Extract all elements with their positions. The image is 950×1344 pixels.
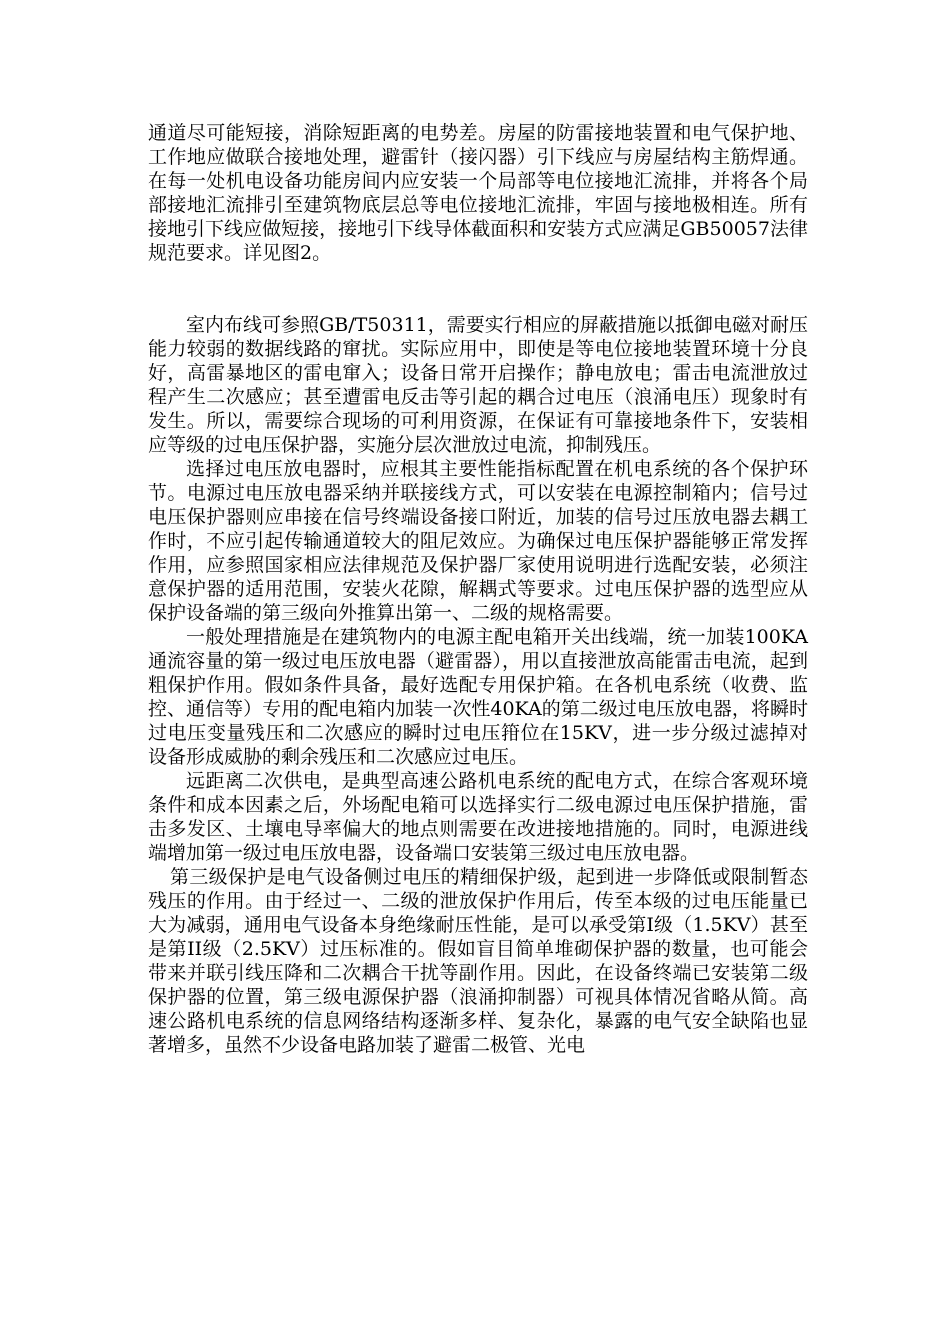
- paragraph-grounding: 通道尽可能短接，消除短距离的电势差。房屋的防雷接地装置和电气保护地、工作地应做联合接地处理，避雷针（接闪器）引下线应与房屋结构主筋焊通。在每一处机电设备功能房间内应安装一个局部等电位接地汇流排，并将各个局部接地汇流排引至建筑物底层总等电位接地汇流排，牢固与接地极相连。所有接地引下线应做短接，接地引下线导体截面积和安装方式应满足GB50057法律规范要求。详见图2。: [148, 122, 808, 264]
- paragraph-gap: [148, 265, 808, 313]
- paragraph-selecting-protector: 选择过电压放电器时，应根其主要性能指标配置在机电系统的各个保护环节。电源过电压放电器采纳并联接线方式，可以安装在电源控制箱内；信号过电压保护器则应串接在信号终端设备接口附近，加装的信号过压放电器去耦工作时，不应引起传输通道较大的阻尼效应。为确保过电压保护器能够正常发挥作用，应参照国家相应法律规范及保护器厂家使用说明进行选配安装，必须注意保护器的适用范围，安装火花隙，解耦式等要求。过电压保护器的选型应从保护设备端的第三级向外推算出第一、二级的规格需要。: [148, 458, 808, 624]
- paragraph-general-measures: 一般处理措施是在建筑物内的电源主配电箱开关出线端，统一加装100KA通流容量的第一级过电压放电器（避雷器），用以直接泄放高能雷击电流，起到粗保护作用。假如条件具备，最好选配专用保护箱。在各机电系统（收费、监控、通信等）专用的配电箱内加装一次性40KA的第二级过电压放电器，将瞬时过电压变量残压和二次感应的瞬时过电压箝位在15KV，进一步分级过滤掉对设备形成威胁的剩余残压和二次感应过电压。: [148, 626, 808, 768]
- paragraph-third-level: 第三级保护是电气设备侧过电压的精细保护级，起到进一步降低或限制暂态残压的作用。由于经过一、二级的泄放保护作用后，传至本级的过电压能量已大为减弱，通用电气设备本身绝缘耐压性能，是可以承受第Ⅰ级（1.5KV）甚至是第II级（2.5KV）过压标准的。假如盲目简单堆砌保护器的数量，也可能会带来并联引线压降和二次耦合干扰等副作用。因此，在设备终端已安装第二级保护器的位置，第三级电源保护器（浪涌抑制器）可视具体情况省略从简。高速公路机电系统的信息网络结构逐渐多样、复杂化，暴露的电气安全缺陷也显著增多，虽然不少设备电路加装了避雷二极管、光电: [148, 866, 808, 1056]
- paragraph-remote-supply: 远距离二次供电，是典型高速公路机电系统的配电方式，在综合客观环境条件和成本因素之后，外场配电箱可以选择实行二级电源过电压保护措施，雷击多发区、土壤电导率偏大的地点则需要在改进接地措施的。同时，电源进线端增加第一级过电压放电器，设备端口安装第三级过电压放电器。: [148, 770, 808, 864]
- paragraph-indoor-wiring: 室内布线可参照GB/T50311，需要实行相应的屏蔽措施以抵御电磁对耐压能力较弱的数据线路的窜扰。实际应用中，即使是等电位接地装置环境十分良好，高雷暴地区的雷电窜入；设备日常开启操作；静电放电；雷击电流泄放过程产生二次感应；甚至遭雷电反击等引起的耦合过电压（浪涌电压）现象时有发生。所以，需要综合现场的可利用资源，在保证有可靠接地条件下，安装相应等级的过电压保护器，实施分层次泄放过电流，抑制残压。: [148, 314, 808, 456]
- document-page: [148, 121, 808, 1057]
